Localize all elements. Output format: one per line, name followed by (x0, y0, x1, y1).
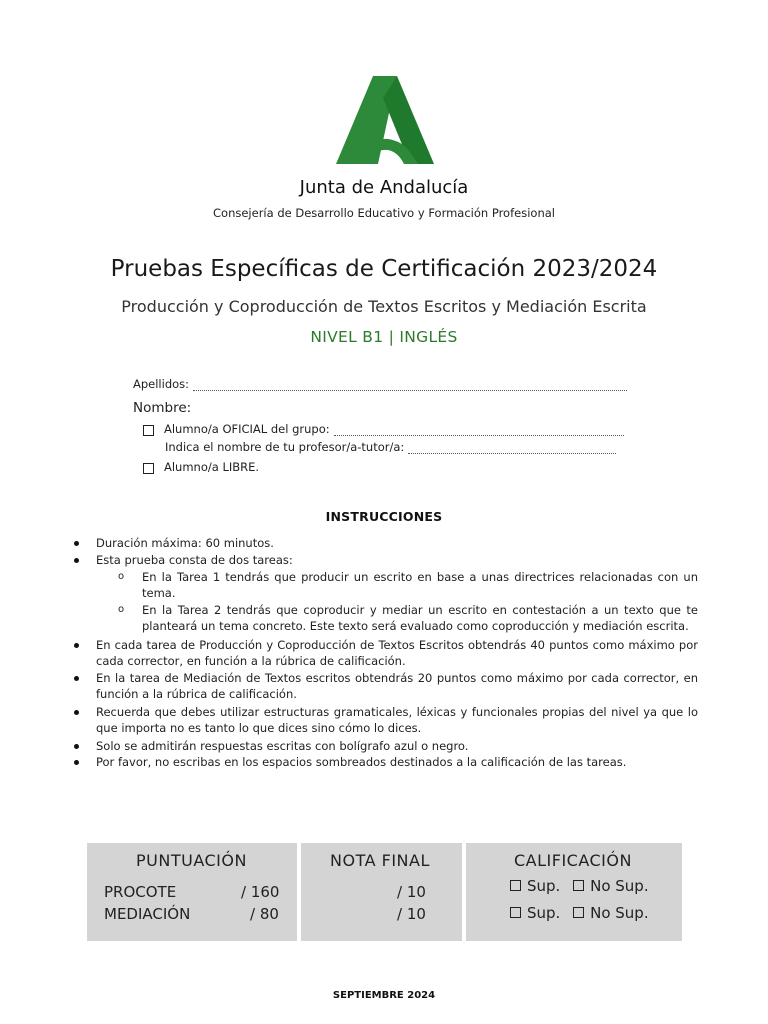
instruction-subitem: o En la Tarea 1 tendrás que producir un escrito en base a unas directrices relacionadas con un tema. (142, 569, 698, 601)
junta-andalucia-logo-icon (336, 76, 434, 164)
calificacion-row-1 (510, 877, 649, 895)
footer-date: SEPTIEMBRE 2024 (332, 990, 436, 1001)
nosup-label: No Sup. (590, 877, 649, 895)
org-department: Consejería de Desarrollo Educativo y Formación Profesional (213, 206, 555, 220)
nombre-row (133, 400, 191, 416)
puntuacion-title: PUNTUACIÓN (136, 851, 247, 870)
nota-final-title: NOTA FINAL (330, 851, 430, 870)
sup-checkbox[interactable] (510, 880, 521, 891)
oficial-label: Alumno/a OFICIAL del grupo: (164, 422, 330, 436)
profesor-label: Indica el nombre de tu profesor/a-tutor/a: (165, 440, 405, 454)
apellidos-label: Apellidos: (133, 377, 190, 391)
oficial-checkbox[interactable] (143, 425, 154, 436)
apellidos-row (133, 377, 627, 391)
nota-final-box (301, 843, 462, 941)
apellidos-field[interactable] (193, 381, 627, 391)
nosup-checkbox[interactable] (573, 880, 584, 891)
calificacion-row-2 (510, 904, 649, 922)
instruction-item: En cada tarea de Producción y Coproducción de Textos Escritos obtendrás 40 puntos como máximo por cada corrector, en función a la rúbrica de calificación. (96, 638, 698, 668)
sup-label: Sup. (527, 877, 561, 895)
oficial-field[interactable] (334, 426, 624, 436)
sup-label: Sup. (527, 904, 561, 922)
libre-row (143, 460, 259, 474)
sup-checkbox[interactable] (510, 907, 521, 918)
profesor-row (165, 440, 616, 454)
nosup-checkbox[interactable] (573, 907, 584, 918)
org-name: Junta de Andalucía (299, 177, 469, 198)
instruction-item: Duración máxima: 60 minutos. (96, 535, 698, 551)
libre-checkbox[interactable] (143, 463, 154, 474)
instruction-item: En la tarea de Mediación de Textos escritos obtendrás 20 puntos como máximo por cada corrector, en función a la rúbrica de calificación. (96, 671, 698, 701)
profesor-field[interactable] (408, 444, 616, 454)
instruction-item: Esta prueba consta de dos tareas: (96, 552, 698, 568)
mediacion-label: MEDIACIÓN (104, 905, 191, 923)
instruction-item: Recuerda que debes utilizar estructuras gramaticales, léxicas y funcionales propias del nivel ya que lo que importa no es tanto lo que dices sino cómo lo dices. (96, 705, 698, 735)
nota-final-2: / 10 (397, 905, 426, 923)
instruction-item: Solo se admitirán respuestas escritas con bolígrafo azul o negro. (96, 738, 698, 754)
puntuacion-box (87, 843, 297, 941)
instructions-heading: INSTRUCCIONES (325, 509, 443, 524)
nosup-label: No Sup. (590, 904, 649, 922)
calificacion-box (466, 843, 682, 941)
calificacion-title: CALIFICACIÓN (514, 851, 632, 870)
procote-label: PROCOTE (104, 883, 177, 901)
mediacion-max: / 80 (250, 905, 279, 923)
instruction-item: Por favor, no escribas en los espacios sombreados destinados a la calificación de las tareas. (96, 754, 698, 770)
document-subtitle: Producción y Coproducción de Textos Escritos y Mediación Escrita (121, 297, 647, 316)
procote-max: / 160 (241, 883, 280, 901)
oficial-row (143, 422, 624, 436)
document-level: NIVEL B1 | INGLÉS (310, 328, 458, 346)
instruction-subitem: o En la Tarea 2 tendrás que coproducir y mediar un escrito en contestación a un texto que te planteará un tema concreto. Este texto será evaluado como coproducción y mediación escrita. (142, 602, 698, 634)
nombre-label: Nombre: (133, 400, 192, 416)
libre-label: Alumno/a LIBRE. (164, 460, 260, 474)
nota-final-1: / 10 (397, 883, 426, 901)
document-title: Pruebas Específicas de Certificación 2023/2024 (110, 256, 658, 282)
